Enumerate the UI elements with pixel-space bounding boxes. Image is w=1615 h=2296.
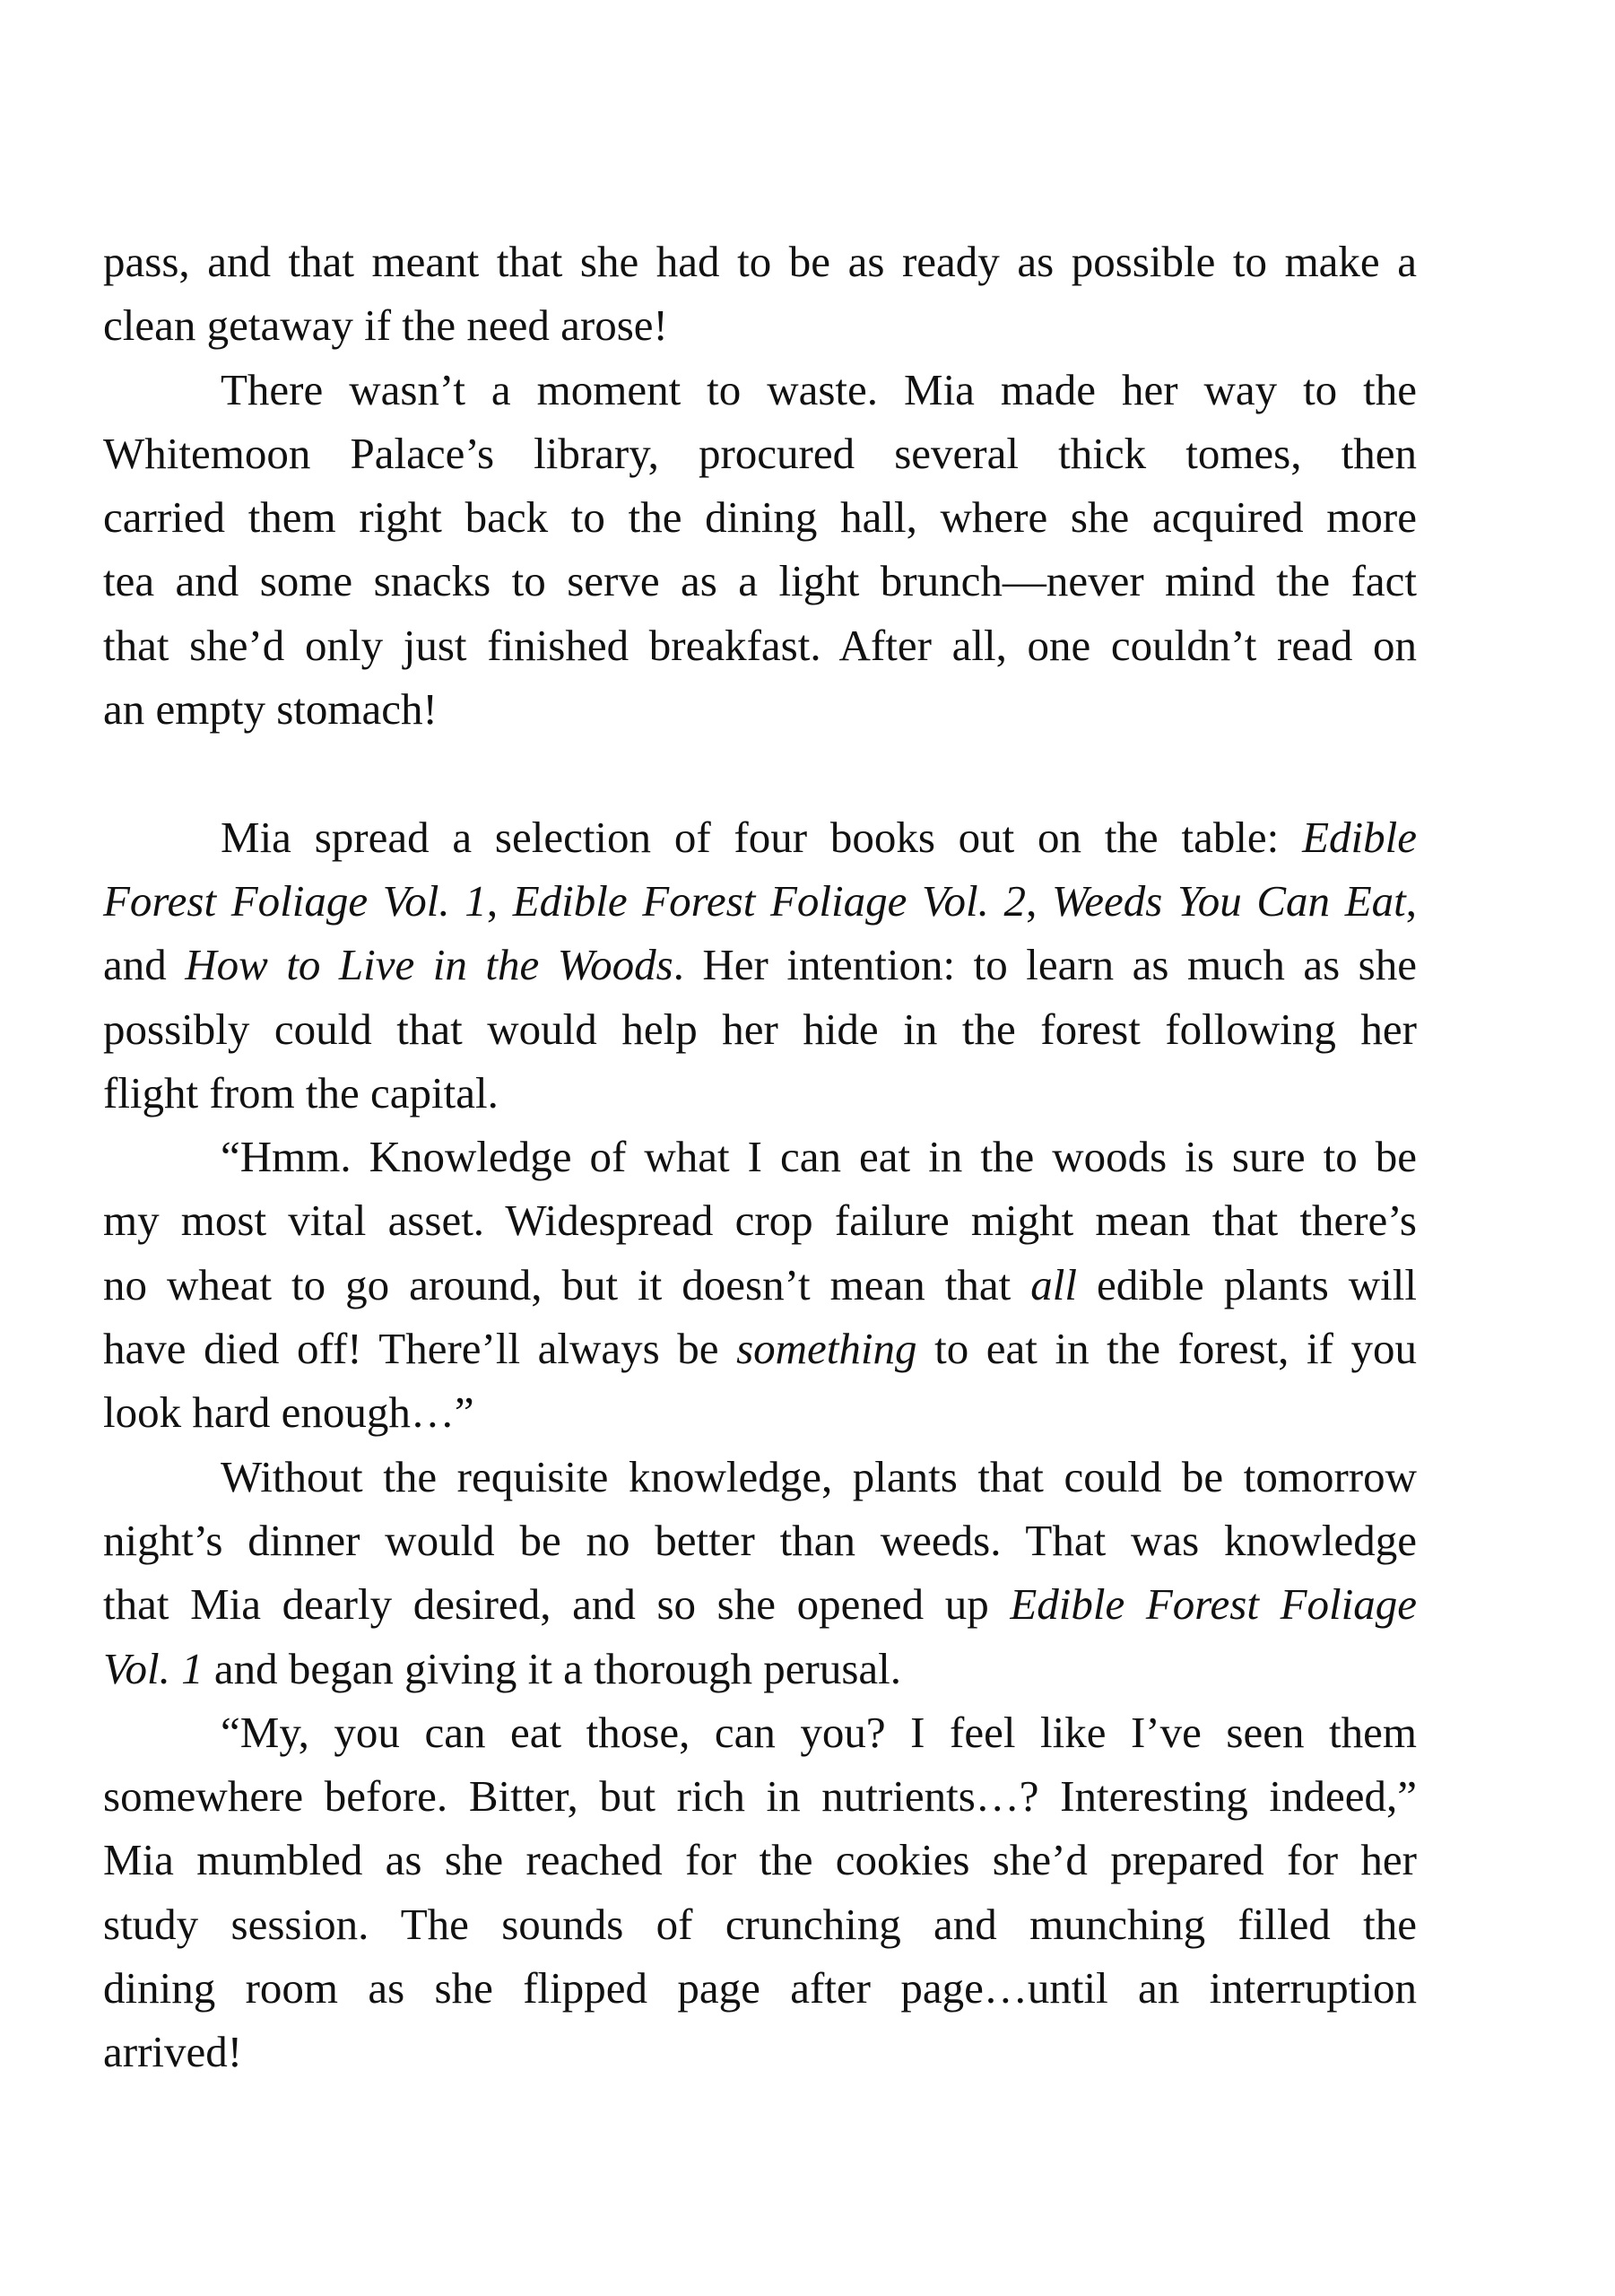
- paragraph: [103, 1700, 1417, 2084]
- italic-text: something: [736, 1324, 917, 1374]
- section-break: [103, 741, 1417, 804]
- text-span: . Her intention: to learn as much as she: [673, 940, 1417, 990]
- text-line: [103, 1509, 1417, 1572]
- text-span: an empty stomach!: [103, 684, 438, 735]
- text-span: Mia spread a selection of four books out on the table:: [221, 812, 1303, 862]
- text-span: “My, you can eat those, can you? I feel like I’ve seen them: [221, 1707, 1417, 1757]
- text-span: ,: [1026, 875, 1052, 926]
- text-line: [103, 933, 1417, 996]
- text-line: [103, 997, 1417, 1061]
- text-line: [103, 869, 1417, 933]
- text-span: “Hmm. Knowledge of what I can eat in the woods is sure to be: [221, 1132, 1417, 1182]
- text-line: [103, 1892, 1417, 1956]
- italic-text: Forest Foliage Vol. 1: [103, 875, 487, 926]
- italic-text: Vol. 1: [103, 1643, 204, 1693]
- text-span: study session. The sounds of crunching and munching filled the: [103, 1899, 1417, 1949]
- text-line: [103, 1637, 1417, 1700]
- italic-text: How to Live in the Woods: [185, 940, 673, 990]
- text-span: ,: [486, 875, 513, 926]
- paragraph: [103, 230, 1417, 358]
- text-line: [103, 1956, 1417, 2020]
- text-span: tea and some snacks to serve as a light brunch—never mind the fact: [103, 556, 1417, 606]
- text-span: my most vital asset. Widespread crop failure might mean that there’s: [103, 1196, 1417, 1246]
- text-span: carried them right back to the dining hall, where she acquired more: [103, 492, 1417, 543]
- text-line: [103, 677, 1417, 741]
- text-span: There wasn’t a moment to waste. Mia made her way to the: [221, 364, 1417, 414]
- text-span: to eat in the forest, if you: [916, 1324, 1417, 1374]
- text-line: [103, 1125, 1417, 1188]
- text-span: no wheat to go around, but it doesn’t mean that: [103, 1259, 1031, 1309]
- text-line: [103, 358, 1417, 422]
- text-line: [103, 422, 1417, 485]
- text-line: [103, 1380, 1417, 1444]
- text-span: clean getaway if the need arose!: [103, 300, 668, 351]
- text-line: [103, 1061, 1417, 1125]
- text-span: pass, and that meant that she had to be as ready as possible to make a: [103, 237, 1417, 286]
- text-line: [103, 1828, 1417, 1892]
- text-span: have died off! There’ll always be: [103, 1324, 737, 1374]
- text-line: [103, 1188, 1417, 1252]
- paragraph: [103, 358, 1417, 742]
- text-line: [103, 293, 1417, 357]
- italic-text: Edible Forest Foliage: [1010, 1579, 1417, 1630]
- italic-text: Weeds You Can Eat: [1051, 875, 1406, 926]
- text-span: possibly could that would help her hide in the forest following her: [103, 1004, 1417, 1054]
- text-line: [103, 613, 1417, 677]
- text-span: somewhere before. Bitter, but rich in nutrients…? Interesting indeed,”: [103, 1771, 1417, 1822]
- text-span: arrived!: [103, 2027, 243, 2077]
- text-line: [103, 1764, 1417, 1828]
- text-line: [103, 1700, 1417, 1764]
- text-line: [103, 230, 1417, 293]
- text-line: [103, 805, 1417, 869]
- italic-text: Edible Forest Foliage Vol. 2: [512, 875, 1027, 926]
- text-span: and began giving it a thorough perusal.: [203, 1643, 902, 1693]
- text-span: dining room as she flipped page after page…until an interruption: [103, 1963, 1417, 2013]
- text-line: [103, 485, 1417, 549]
- text-span: flight from the capital.: [103, 1067, 499, 1118]
- text-span: Mia mumbled as she reached for the cookies she’d prepared for her: [103, 1835, 1417, 1885]
- italic-text: all: [1030, 1259, 1077, 1309]
- text-span: edible plants will: [1077, 1259, 1418, 1309]
- text-span: look hard enough…”: [103, 1387, 474, 1438]
- text-line: [103, 1253, 1417, 1317]
- paragraph: [103, 805, 1417, 1125]
- text-line: [103, 549, 1417, 613]
- book-page-body: [103, 230, 1417, 2084]
- paragraph: [103, 1125, 1417, 1444]
- text-span: Without the requisite knowledge, plants that could be tomorrow: [221, 1451, 1417, 1501]
- text-line: [103, 1317, 1417, 1380]
- text-line: [103, 1572, 1417, 1636]
- text-span: that Mia dearly desired, and so she opened up: [103, 1579, 1011, 1630]
- text-span: Whitemoon Palace’s library, procured several thick tomes, then: [103, 428, 1417, 478]
- text-line: [103, 1445, 1417, 1509]
- text-span: that she’d only just finished breakfast. After all, one couldn’t read on: [103, 620, 1417, 670]
- text-line: [103, 2020, 1417, 2083]
- text-span: night’s dinner would be no better than weeds. That was knowledge: [103, 1515, 1417, 1565]
- text-span: ,: [1405, 875, 1417, 926]
- italic-text: Edible: [1302, 812, 1417, 862]
- paragraph: [103, 1445, 1417, 1700]
- text-span: and: [103, 940, 186, 990]
